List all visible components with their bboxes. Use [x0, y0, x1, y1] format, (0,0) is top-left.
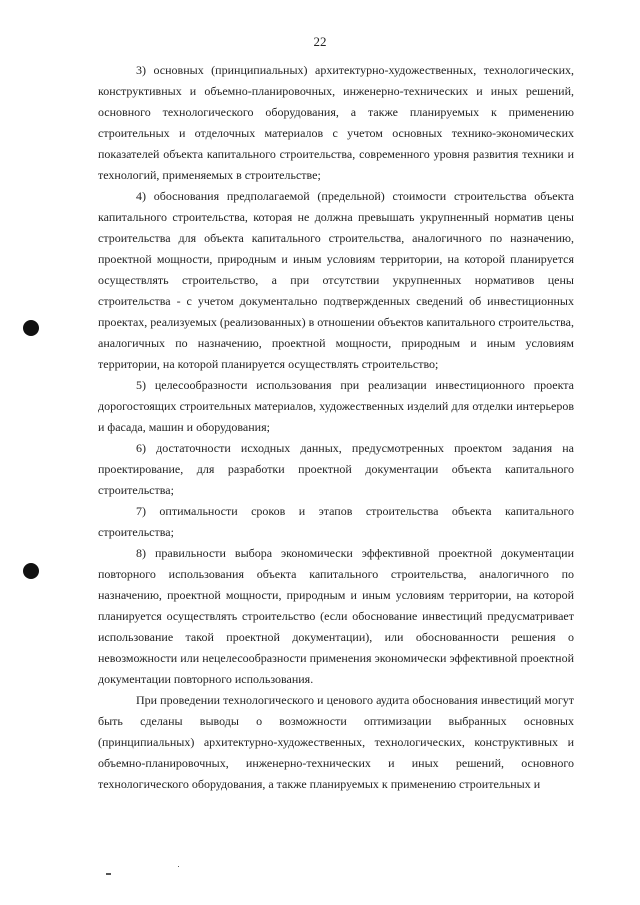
paragraph-item-8: 8) правильности выбора экономически эффективной проектной документации повторного использования объекта капитального строительства, аналогичного по назначению, проектной мощности, природным и иным условиям территории, на которой планируется осуществлять строительство (если обоснование инвестиций предусматривает использование такой проектной документации), или обоснованности решения о невозможности или нецелесообразности применения экономически эффективной проектной документации повторного использования. [98, 546, 574, 686]
paragraph-item-7: 7) оптимальности сроков и этапов строительства объекта капитального строительства; [98, 504, 574, 539]
paragraph-audit-conclusions: При проведении технологического и ценового аудита обоснования инвестиций могут быть сделаны выводы о возможности оптимизации выбранных основных (принципиальных) архитектурно-художественных, технологических, конструктивных и объемно-планировочных, инженерно-технических и иных решений, основного технологического оборудования, а также планируемых к применению строительных и [98, 693, 574, 791]
paragraph-item-4: 4) обоснования предполагаемой (предельной) стоимости строительства объекта капитального строительства, которая не должна превышать укрупненный норматив цены строительства для объекта капитального строительства, аналогичного по назначению, проектной мощности, природным и иным условиям территории, на которой планируется осуществлять строительство, а при отсутствии укрупненных нормативов цены строительства - с учетом документально подтвержденных сведений об инвестиционных проектах, реализуемых (реализованных) в отношении объектов капитального строительства, аналогичных по назначению, проектной мощности, природным и иным условиям территории, на которой планируется осуществлять строительство; [98, 189, 574, 371]
page-number: 22 [313, 34, 327, 49]
paragraph-item-6: 6) достаточности исходных данных, предусмотренных проектом задания на проектирование, для разработки проектной документации объекта капитального строительства; [98, 441, 574, 497]
paragraph-item-5: 5) целесообразности использования при реализации инвестиционного проекта дорогостоящих строительных материалов, художественных изделий для отделки интерьеров и фасада, машин и оборудования; [98, 378, 574, 434]
scan-artifact [106, 873, 111, 875]
paragraph-item-3: 3) основных (принципиальных) архитектурно-художественных, технологических, конструктивных и объемно-планировочных, инженерно-технических и иных решений, основного технологического оборудования, а также планируемых к применению строительных и отделочных материалов с учетом основных технико-экономических показателей объекта капитального строительства, современного уровня развития техники и технологий, применяемых в строительстве; [98, 63, 574, 182]
scan-artifact [178, 866, 179, 867]
punch-hole-top [23, 320, 39, 336]
document-body [98, 60, 574, 795]
punch-hole-bottom [23, 563, 39, 579]
